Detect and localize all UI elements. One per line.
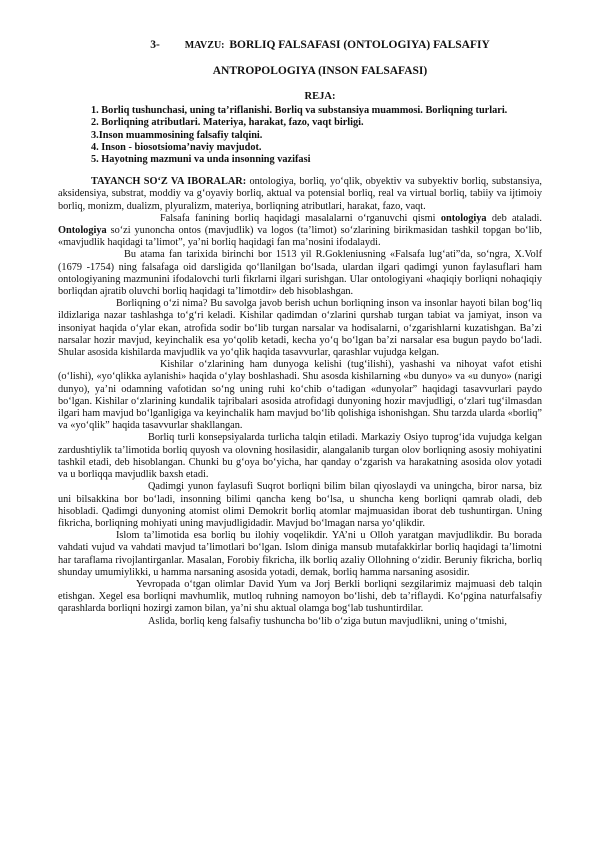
paragraph-text: so‘zi yunoncha ontos (mavjudlik) va logos (ta’limot) so‘zlarining birikmasidan tashkil topgan bo‘lib, «mavjudlik haqidagi ta’limot”, ya’ni borliq haqidagi fan ma’nosini ifodalaydi.: [58, 225, 542, 249]
plan-item: 4. Inson - biosotsioma’naviy mavjudot.: [91, 141, 262, 153]
body-paragraph: Islom ta’limotida esa borliq bu ilohiy voqelikdir. YA’ni u Olloh yaratgan mavjudlikdir. Bu borada vahdati vujud va vahdati mavjud ta’limotlari bo‘lgan. Islom diniga mansub mutafakkirlar borliq haqidagi ta’limotni har taraflama rivojlantirganlar. Masalan, Forobiy fikricha, ilk borliq azaliy Ollohning o‘zidir. Beruniy fikricha, borliq shunday umumiylikki, u hamma narsaning asosida yotadi, demak, borliq hamma narsaning asosidir.: [58, 530, 542, 578]
plan-item: 2. Borliqning atributlari. Materiya, harakat, fazo, vaqt birligi.: [91, 117, 364, 129]
plan-item: 1. Borliq tushunchasi, uning ta’riflanishi. Borliq va substansiya muammosi. Borliqning turlari.: [91, 105, 508, 117]
paragraph-text: deb ataladi.: [486, 212, 542, 224]
body-paragraph: Kishilar o‘zlarining ham dunyoga kelishi (tug‘ilishi), yashashi va nihoyat vafot etishi (o‘lishi), «yo‘qlikka aylanishi» haqida o‘ylay boshlashadi. Shu asosda kishilarning «bu dunyo» va «u dunyo» (narigi dunyo), ya’ni odamning vafotidan so‘ng uning ruhi ko‘chib o‘tadigan «dunyolar” haqidagi tasavvurlari paydo bo‘lgan. Kishilar o‘zlarining kundalik tajribalari asosida atrofidagi dunyoning hozir mavjudligi, o‘zlari tug‘ilmasdan ilgari ham mavjud bo‘lganligiga va keyinchalik ham mavjud bo‘lib qolishiga ishonishgan. Shu tarzda ularda «borliq” va «yo‘qlik” haqida tasavvurlar shakllangan.: [58, 359, 542, 432]
plan-item: 5. Hayotning mazmuni va unda insonning vazifasi: [91, 154, 311, 166]
paragraph-text: Falsafa fanining borliq haqidagi masalalarni o‘rganuvchi qismi: [160, 212, 441, 224]
plan-heading: REJA:: [304, 91, 336, 102]
body-paragraph: Borliqning o‘zi nima? Bu savolga javob berish uchun borliqning inson va insonlar hayoti bilan bog‘liq ildizlariga nazar tashlashga to‘g‘ri keladi. Kishilar qadimdan o‘zlarini qurshab turgan tabiat va jamiyat, inson va insoniyat haqida o‘ylar ekan, atrofida sodir bo‘lib turgan narsalar va hodisalarni, o‘zgarishlarni kuzatishgan. Ba’zi narsalar hozir mavjud, keyinchalik esa yo‘qolib ketadi, kecha yo‘q bo‘lgan ba’zi narsalar esa bugun paydo bo‘ladi. Shular asosida kishilarda mavjudlik va yo‘qlik haqida tasavvurlar, qarashlar vujudga kelgan.: [58, 298, 542, 359]
plan-item: 3.Inson muammosining falsafiy talqini.: [91, 129, 263, 141]
term-bold: ontologiya: [440, 212, 487, 224]
keywords-text: ontologiya, borliq, yo‘qlik, obyektiv va subyektiv borliq, substansiya, aksidensiya, substrat, moddiy va g‘oyaviy borliq, aktual va potensial borliq, real va virtual borliq, tabiiy va ijtimoiy borliq, monizm, dualizm, plyuralizm, materiya, borliqning atributlari, harakat, fazo, vaqt.: [58, 176, 543, 212]
term-bold: Ontologiya: [58, 225, 107, 237]
plan-list: [58, 105, 542, 166]
topic-label: MAVZU:: [184, 40, 225, 51]
body-paragraph: Qadimgi yunon faylasufi Suqrot borliqni bilim bilan qiyoslaydi va uningcha, biror narsa, biz uni bilsakkina bor bo‘ladi, insonning bilimi qancha keng bo‘lsa, u shuncha keng borliqni qamrab oladi, deb hisobladi. Qadimgi dunyoning atomist olimi Demokrit borliq atomlar majmuasidan iborat deb tushuntirgan. Uning fikricha, borliqning mohiyati uning mavjudligidadir. Mavjud bo‘lmagan narsa yo‘qlikdir.: [58, 481, 542, 529]
body-paragraph: Aslida, borliq keng falsafiy tushuncha bo‘lib o‘ziga butun mavjudlikni, uning o‘tmishi,: [148, 615, 507, 627]
body-paragraph: [58, 213, 542, 250]
keywords-label: TAYANCH SO‘Z VA IBORALAR:: [91, 176, 247, 188]
body-paragraph: Borliq turli konsepsiyalarda turlicha talqin etiladi. Markaziy Osiyo tuprog‘ida vujudga kelgan zardushtiylik ta’limotida borliq quyosh va olovning hosilasidir, alangalanib turgan olov borliqning asosiy mohiyatini tashkil etadi, deb hisoblangan. Chunki bu g‘oya bo‘yicha, har qanday o‘zgarish va harakatning asosida olov yotadi va u borliqqa mavjudlik baxsh etadi.: [58, 432, 542, 481]
topic-number: 3-: [150, 39, 160, 51]
body-paragraph: Yevropada o‘tgan olimlar David Yum va Jorj Berkli borliqni sezgilarimiz majmuasi deb talqin etishgan. Xegel esa borliqni mavhumlik, mutloq ruhning namoyon bo‘lishi, deb ta’riflaydi. Ko‘pgina naturfalsafiy qarashlarda borliqni hozirgi zamon bilan, ya’ni shu aktual olamga bog‘lab tushuntirdilar.: [58, 578, 542, 615]
topic-title-line1: BORLIQ FALSAFASI (ONTOLOGIYA) FALSAFIY: [229, 39, 490, 51]
topic-title: [58, 38, 542, 53]
keywords-paragraph: [58, 176, 542, 213]
topic-title-line2: ANTROPOLOGIYA (INSON FALSAFASI): [212, 65, 428, 77]
body-paragraph: Bu atama fan tarixida birinchi bor 1513 yil R.Gokleniusning «Falsafa lug‘ati”da, so‘ngra, X.Volf (1679 -1754) ning falsafaga oid darsligida qo‘llanilgan bo‘lsada, ulardan ilgari qadimgi yunon faylasuflari ham ontologiyaning mazmunini ifodalovchi turli fikrlarni ilgari surishgan. Ular ontologiyani «haqiqiy borliqni nohaqiqiy borliqdan ajratib oluvchi borliq haqidagi ta’limotdir» deb hisoblashgan.: [58, 249, 542, 298]
